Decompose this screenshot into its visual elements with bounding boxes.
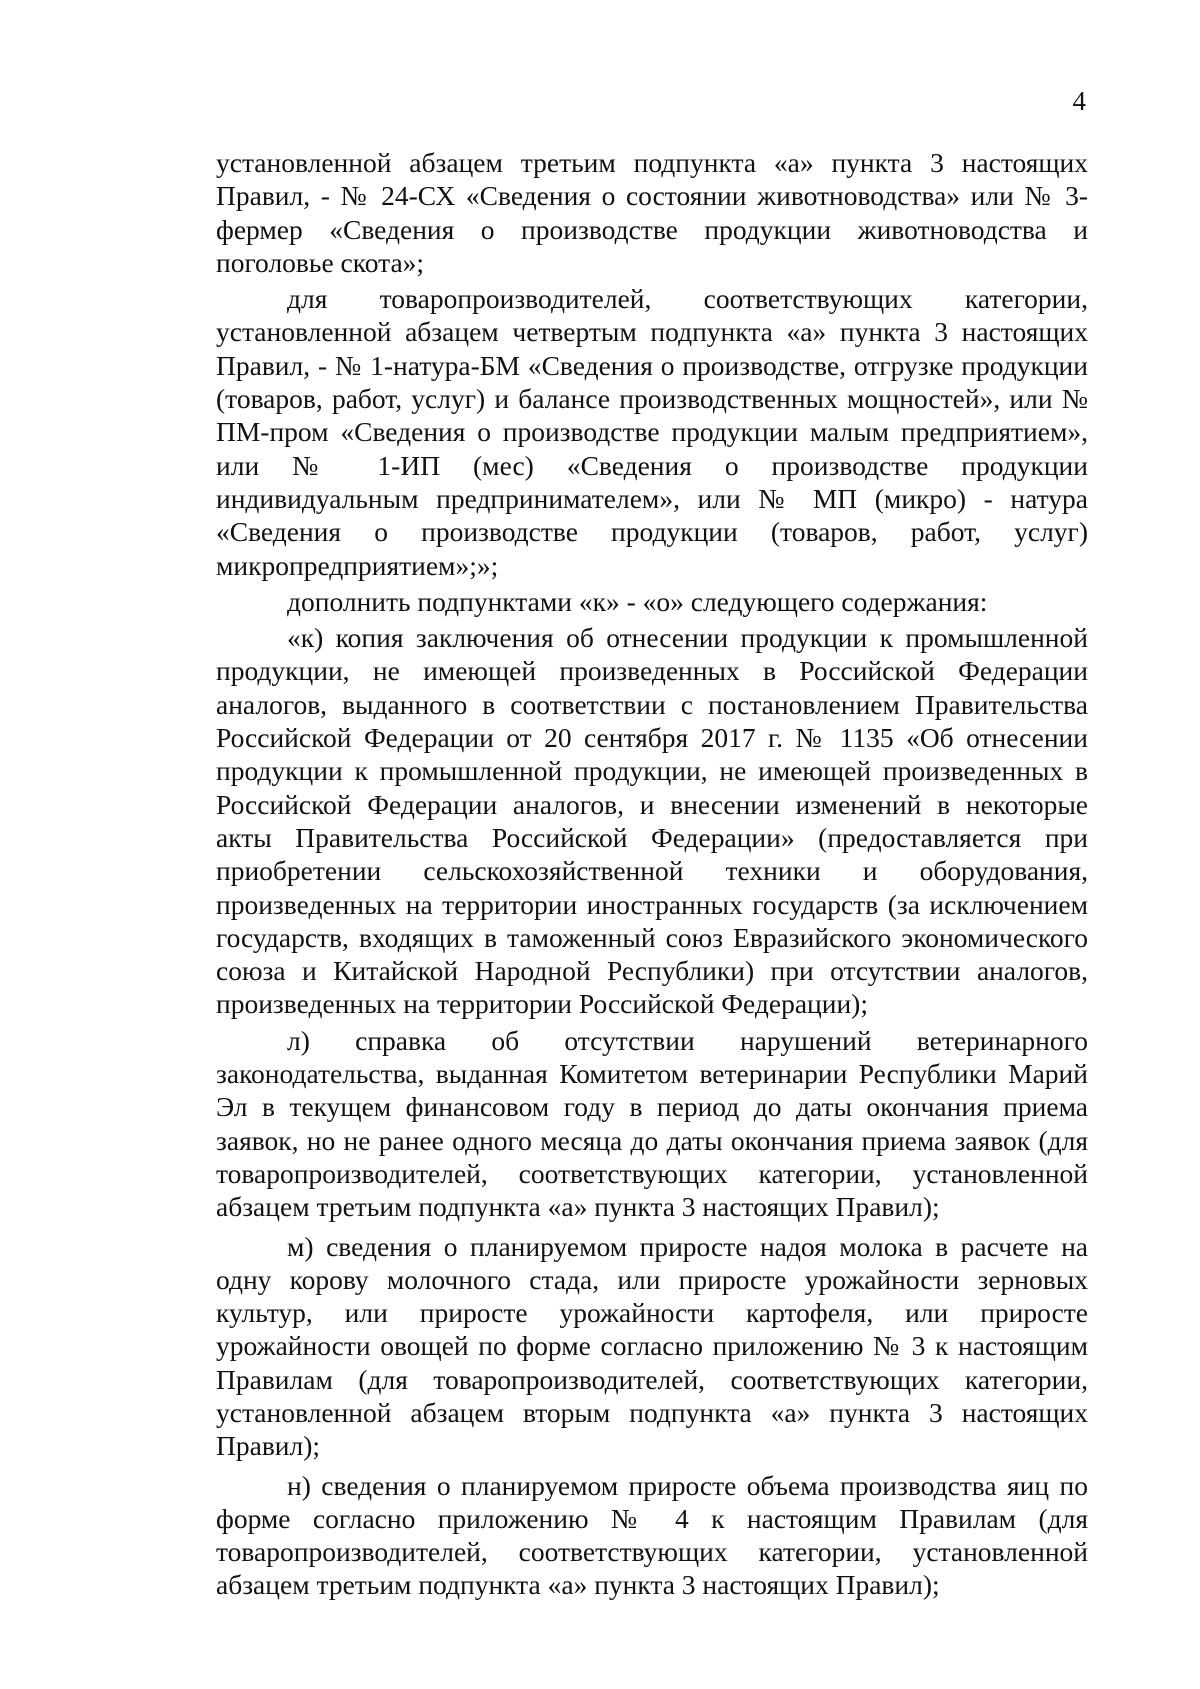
paragraph-add-subpoints: дополнить подпунктами «к» - «о» следующего содержания: — [287, 585, 988, 617]
paragraph-subpoint-k: «к) копия заключения об отнесении продукции к промышленной продукции, не имеющей произведенных в Российской Федерации аналогов, выданного в соответствии с постановлением Правительства Российской Федерации от 20 сентября 2017 г. № 1135 «Об отнесении продукции к промышленной продукции, не имеющей произведенных в Российской Федерации аналогов, и внесении изменений в некоторые акты Правительства Российской Федерации» (предоставляется при приобретении сельскохозяйственной техники и оборудования, произведенных на территории иностранных государств (за исключением государств, входящих в таможенный союз Евразийского экономического союза и Китайской Народной Республики) при отсутствии аналогов, произведенных на территории Российской Федерации); — [216, 622, 1088, 1020]
paragraph-subpoint-m: м) сведения о планируемом приросте надоя молока в расчете на одну корову молочного стада, или приросте урожайности зерновых культур, или приросте урожайности картофеля, или приросте урожайности овощей по форме согласно приложению № 3 к настоящим Правилам (для товаропроизводителей, соответствующих категории, установленной абзацем вторым подпункта «а» пункта 3 настоящих Правил); — [216, 1230, 1088, 1462]
paragraph-livestock-forms: установленной абзацем третьим подпункта «а» пункта 3 настоящих Правил, - № 24-СХ «Сведения о состоянии животноводства» или № 3-фермер «Сведения о производстве продукции животноводства и поголовье скота»; — [216, 147, 1088, 278]
paragraph-subpoint-n: н) сведения о планируемом приросте объема производства яиц по форме согласно приложению № 4 к настоящим Правилам (для товаропроизводителей, соответствующих категории, установленной абзацем третьим подпункта «а» пункта 3 настоящих Правил); — [216, 1469, 1088, 1601]
document-body — [216, 146, 1088, 1602]
paragraph-subpoint-l: л) справка об отсутствии нарушений ветеринарного законодательства, выданная Комитетом ветеринарии Республики Марий Эл в текущем финансовом году в период до даты окончания приема заявок, но не ранее одного месяца до даты окончания приема заявок (для товаропроизводителей, соответствующих категории, установленной абзацем третьим подпункта «а» пункта 3 настоящих Правил); — [216, 1024, 1088, 1223]
paragraph-fourth-category-forms: для товаропроизводителей, соответствующих категории, установленной абзацем четвертым подпункта «а» пункта 3 настоящих Правил, - № 1-натура-БМ «Сведения о производстве, отгрузке продукции (товаров, работ, услуг) и балансе производственных мощностей», или № ПМ-пром «Сведения о производстве продукции малым предприятием», или № 1-ИП (мес) «Сведения о производстве продукции индивидуальным предпринимателем», или № МП (микро) - натура «Сведения о производстве продукции (товаров, работ, услуг) микропредприятием»;»; — [216, 283, 1088, 581]
page-number: 4 — [1072, 86, 1086, 116]
